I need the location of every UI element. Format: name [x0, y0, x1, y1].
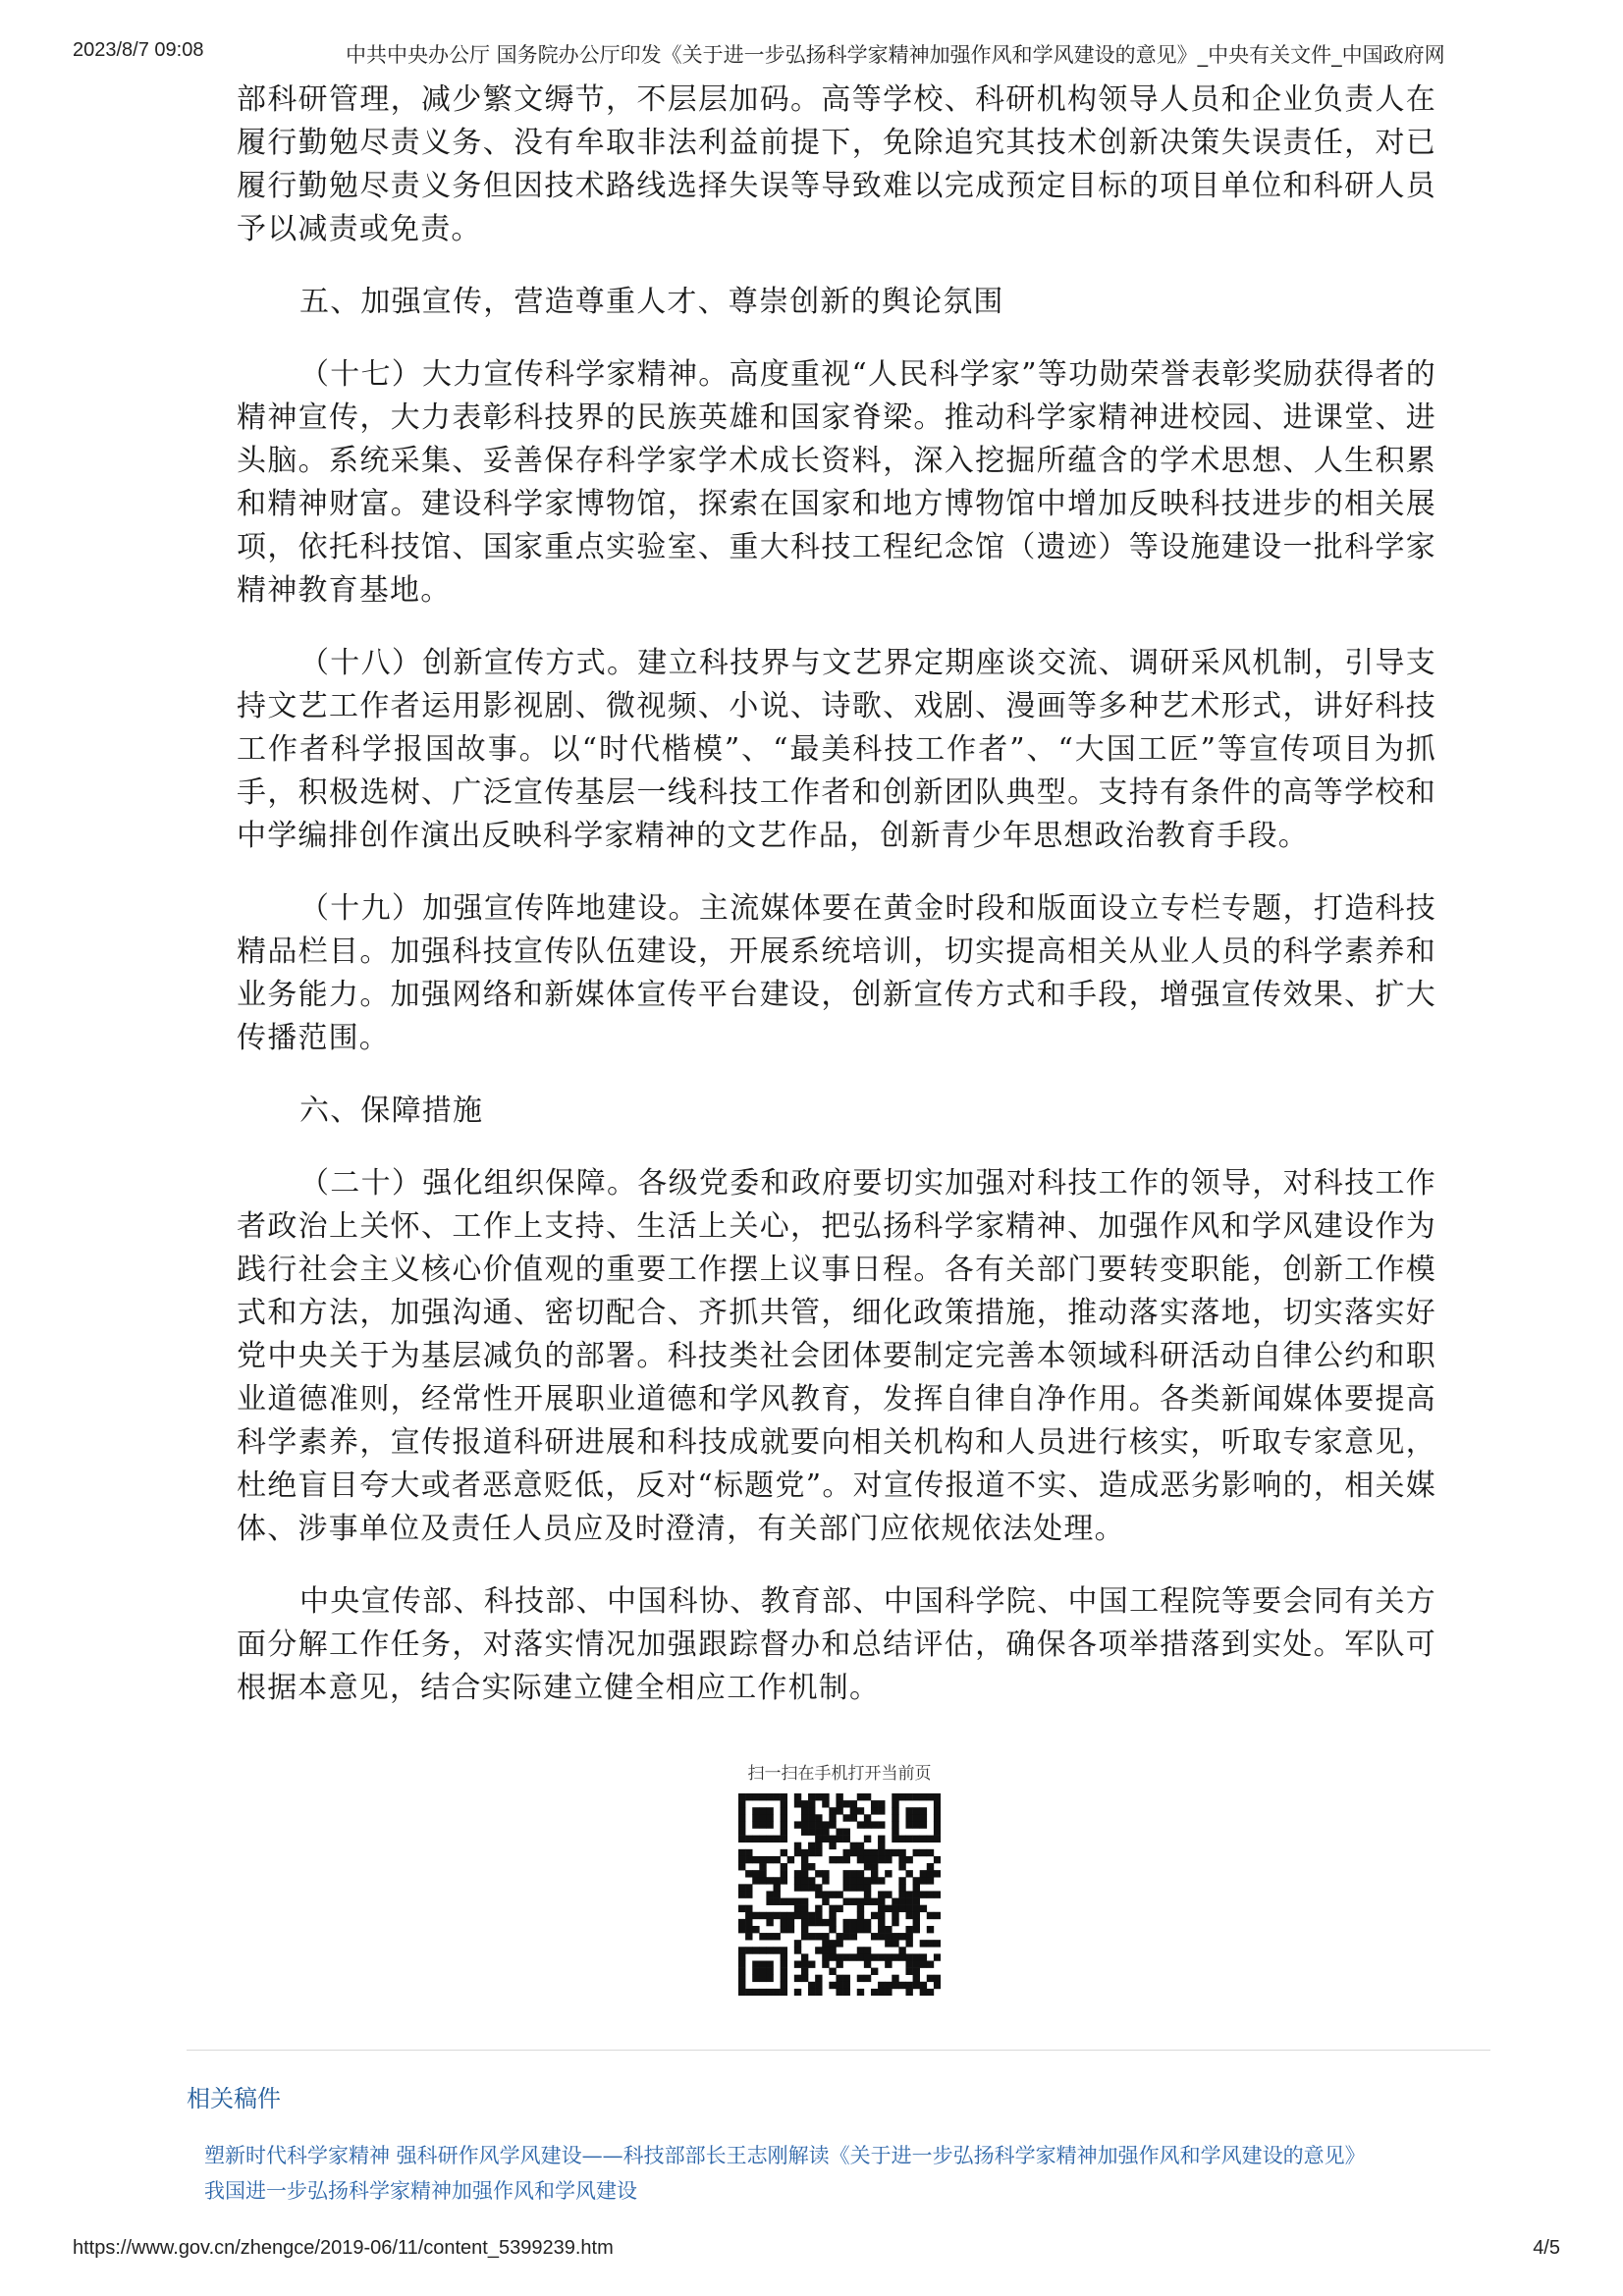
- related-article-link[interactable]: 我国进一步弘扬科学家精神加强作风和学风建设: [204, 2179, 637, 2203]
- section-heading-safeguards: 六、保障措施: [299, 1094, 484, 1128]
- related-article-link[interactable]: 塑新时代科学家精神 强科研作风学风建设——科技部部长王志刚解读《关于进一步弘扬科学家精神加强作风和学风建设的意见》: [204, 2144, 1366, 2167]
- article-paragraph-17: （十七）大力宣传科学家精神。高度重视“人民科学家”等功勋荣誉表彰奖励获得者的精神宣传，大力表彰科技界的民族英雄和国家脊梁。推动科学家精神进校园、进课堂、进头脑。系统采集、妥善保存科学家学术成长资料，深入挖掘所蕴含的学术思想、人生积累和精神财富。建设科学家博物馆，探索在国家和地方博物馆中增加反映科技进步的相关展项，依托科技馆、国家重点实验室、重大科技工程纪念馆（遗迹）等设施建设一批科学家精神教育基地。: [237, 357, 1436, 608]
- print-page-url: https://www.gov.cn/zhengce/2019-06/11/content_5399239.htm: [73, 2237, 614, 2259]
- article-continuation-paragraph: 部科研管理，减少繁文缛节，不层层加码。高等学校、科研机构领导人员和企业负责人在履行勤勉尽责义务、没有牟取非法利益前提下，免除追究其技术创新决策失误责任，对已履行勤勉尽责义务但因技术路线选择失误等导致难以完成预定目标的项目单位和科研人员予以减责或免责。: [237, 82, 1436, 246]
- article-paragraph-20: （二十）强化组织保障。各级党委和政府要切实加强对科技工作的领导，对科技工作者政治上关怀、工作上支持、生活上关心，把弘扬科学家精神、加强作风和学风建设作为践行社会主义核心价值观的重要工作摆上议事日程。各有关部门要转变职能，创新工作模式和方法，加强沟通、密切配合、齐抓共管，细化政策措施，推动落实落地，切实落实好党中央关于为基层减负的部署。科技类社会团体要制定完善本领域科研活动自律公约和职业道德准则，经常性开展职业道德和学风教育，发挥自律自净作用。各类新闻媒体要提高科学素养，宣传报道科研进展和科技成就要向相关机构和人员进行核实，听取专家意见，杜绝盲目夸大或者恶意贬低，反对“标题党”。对宣传报道不实、造成恶劣影响的，相关媒体、涉事单位及责任人员应及时澄清，有关部门应依规依法处理。: [237, 1166, 1436, 1546]
- section-divider: [187, 2050, 1490, 2051]
- related-articles-title: 相关稿件: [187, 2085, 281, 2112]
- qr-caption: 扫一扫在手机打开当前页: [747, 1764, 932, 1784]
- article-paragraph-18: （十八）创新宣传方式。建立科技界与文艺界定期座谈交流、调研采风机制，引导支持文艺工作者运用影视剧、微视频、小说、诗歌、戏剧、漫画等多种艺术形式，讲好科技工作者科学报国故事。以“时代楷模”、“最美科技工作者”、“大国工匠”等宣传项目为抓手，积极选树、广泛宣传基层一线科技工作者和创新团队典型。支持有条件的高等学校和中学编排创作演出反映科学家精神的文艺作品，创新青少年思想政治教育手段。: [237, 646, 1436, 853]
- article-closing-paragraph: 中央宣传部、科技部、中国科协、教育部、中国科学院、中国工程院等要会同有关方面分解工作任务，对落实情况加强跟踪督办和总结评估，确保各项举措落到实处。军队可根据本意见，结合实际建立健全相应工作机制。: [237, 1584, 1436, 1705]
- qr-code-icon: [738, 1793, 941, 1996]
- print-page-title: 中共中央办公厅 国务院办公厅印发《关于进一步弘扬科学家精神加强作风和学风建设的意见》_中央有关文件_中国政府网: [346, 43, 1445, 67]
- article-body: [237, 79, 1436, 1710]
- related-articles-list: [204, 2138, 1366, 2209]
- print-page-number: 4/5: [1533, 2237, 1560, 2259]
- print-datetime: 2023/8/7 09:08: [73, 39, 204, 61]
- article-paragraph-19: （十九）加强宣传阵地建设。主流媒体要在黄金时段和版面设立专栏专题，打造科技精品栏目。加强科技宣传队伍建设，开展系统培训，切实提高相关从业人员的科学素养和业务能力。加强网络和新媒体宣传平台建设，创新宣传方式和手段，增强宣传效果、扩大传播范围。: [237, 891, 1436, 1055]
- qr-share-block: [727, 1759, 952, 1996]
- section-heading-publicity: 五、加强宣传，营造尊重人才、尊崇创新的舆论氛围: [299, 285, 1004, 319]
